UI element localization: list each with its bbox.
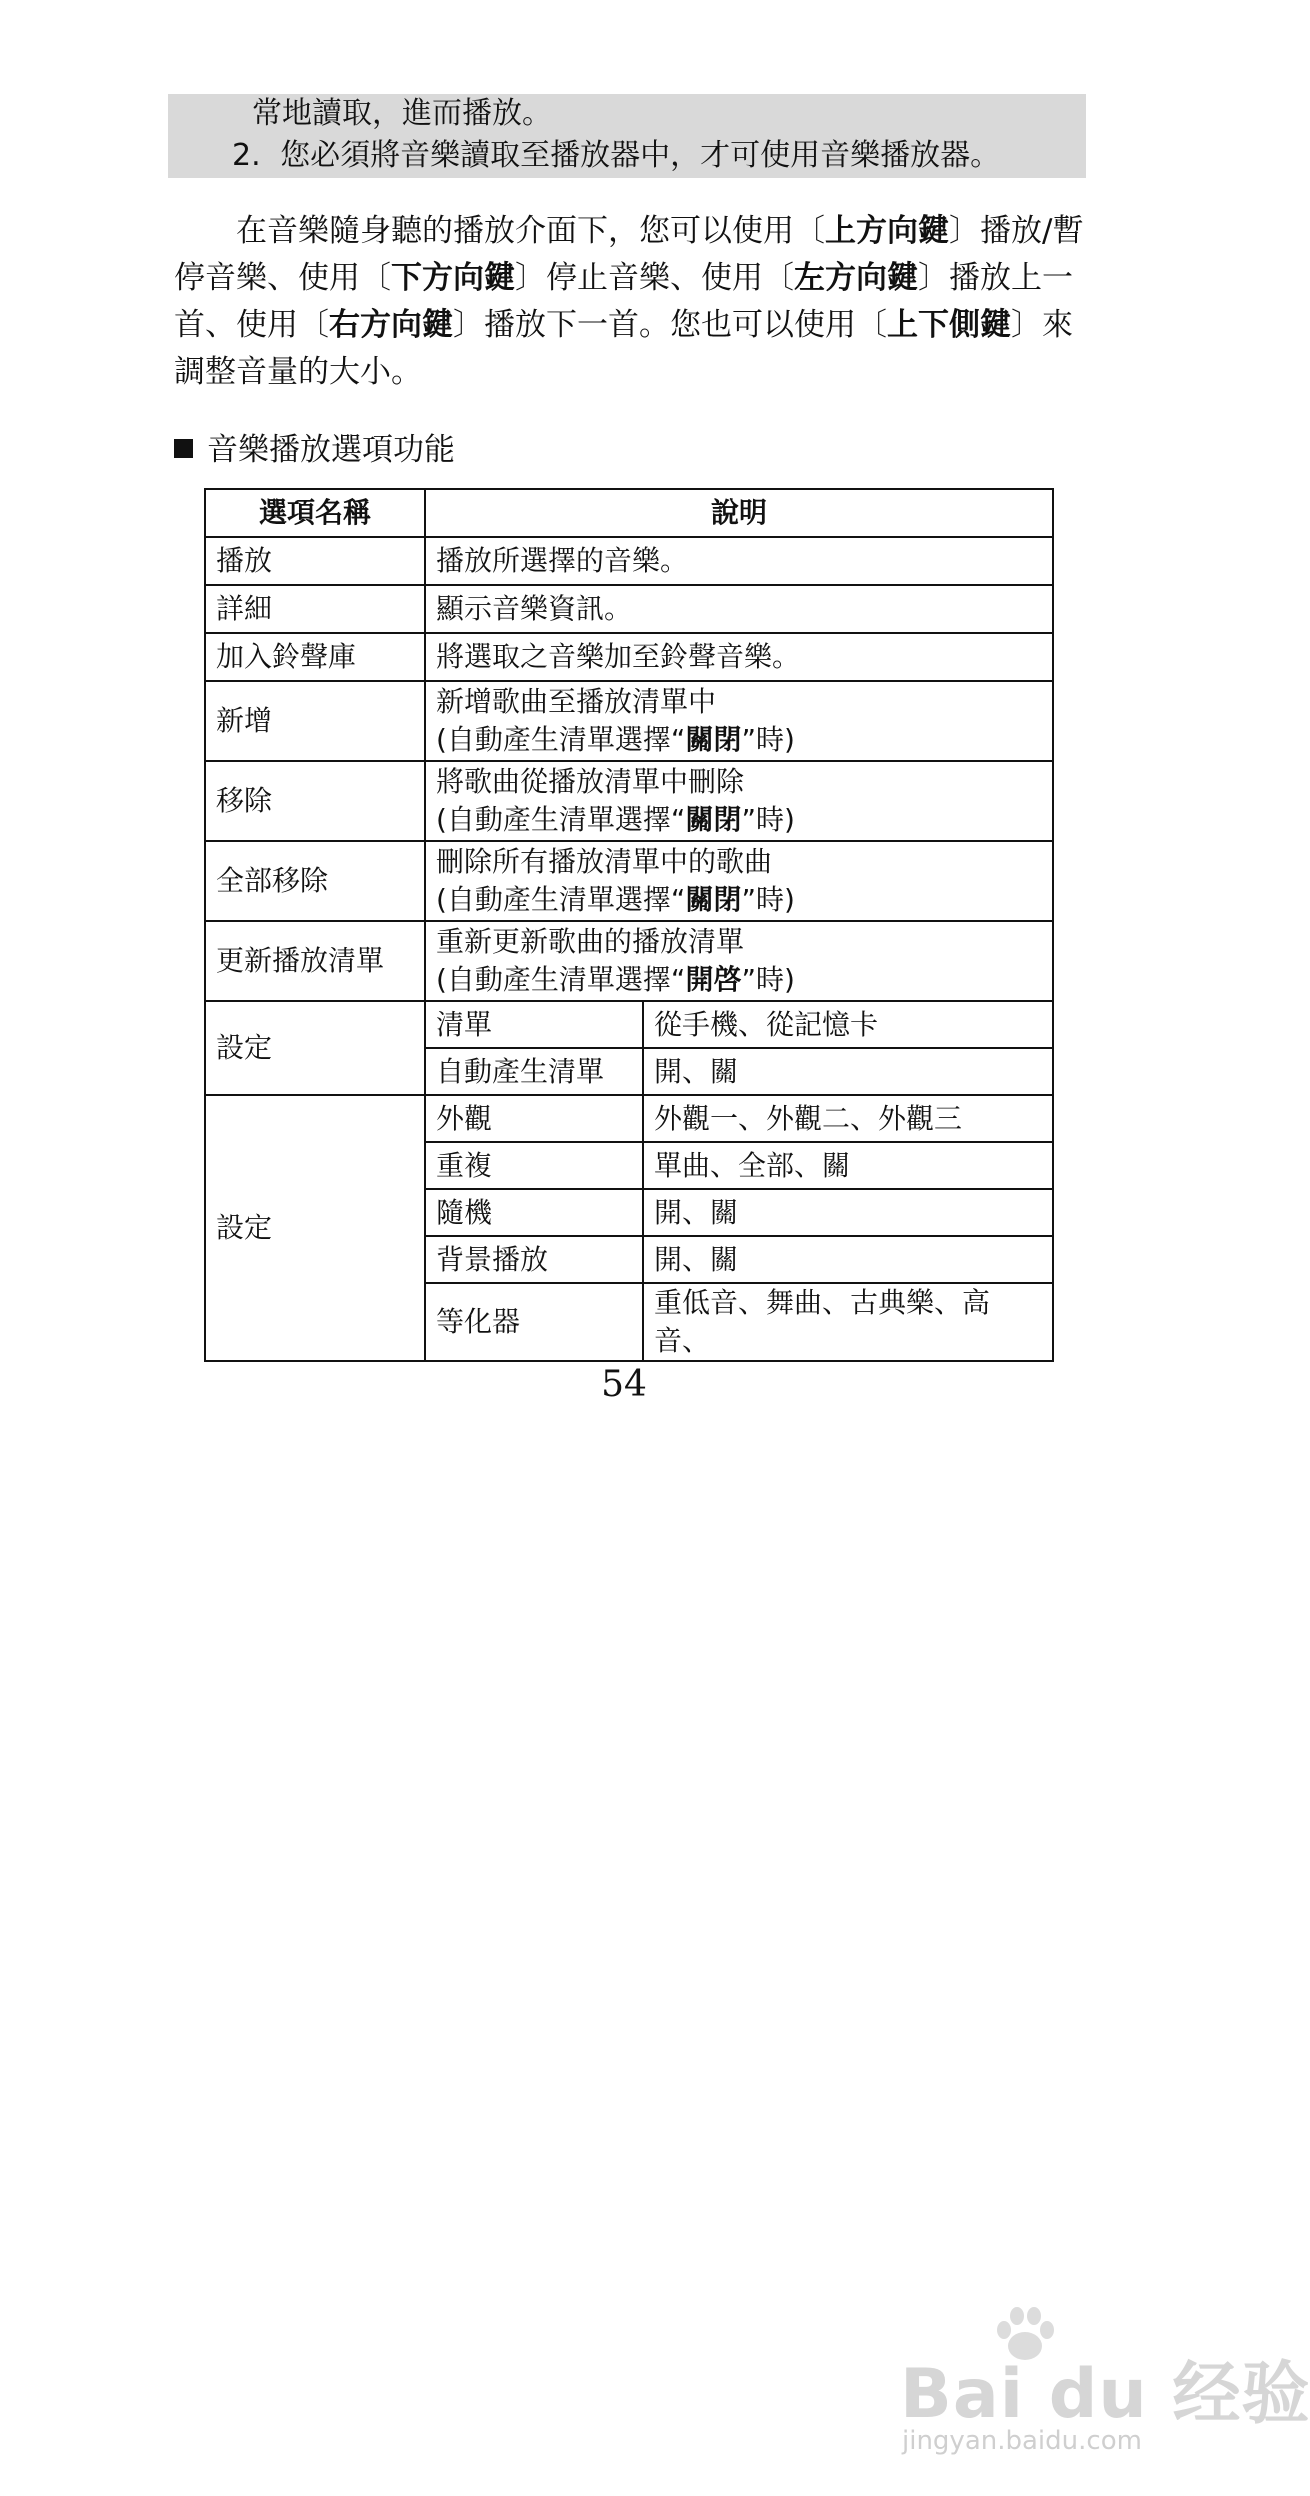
header-name: 選項名稱 <box>205 489 425 537</box>
option-name: 播放 <box>205 537 425 585</box>
desc-note <box>436 961 1042 999</box>
key-left: 左方向鍵 <box>794 260 918 296</box>
setting-value: 從手機、從記憶卡 <box>643 1001 1053 1048</box>
option-name: 設定 <box>205 1095 425 1361</box>
setting-item: 背景播放 <box>425 1236 643 1283</box>
note-pre: (自動產生清單選擇“ <box>436 963 686 996</box>
option-desc <box>425 761 1053 841</box>
header-desc: 說明 <box>425 489 1053 537</box>
setting-item: 外觀 <box>425 1095 643 1142</box>
table-row <box>205 681 1053 761</box>
setting-value: 開、關 <box>643 1236 1053 1283</box>
table-row <box>205 1001 1053 1048</box>
option-desc: 播放所選擇的音樂。 <box>425 537 1053 585</box>
setting-value: 開、關 <box>643 1189 1053 1236</box>
desc-note <box>436 721 1042 759</box>
setting-item: 清單 <box>425 1001 643 1048</box>
option-name: 詳細 <box>205 585 425 633</box>
desc-line: 重新更新歌曲的播放清單 <box>436 925 745 958</box>
desc-line: 刪除所有播放清單中的歌曲 <box>436 845 773 878</box>
table-row <box>205 921 1053 1001</box>
option-desc <box>425 681 1053 761</box>
key-right: 右方向鍵 <box>329 307 453 343</box>
table-header-row <box>205 489 1053 537</box>
para-text-6: 〕來調整音量的大小。 <box>174 307 1073 390</box>
option-name: 更新播放清單 <box>205 921 425 1001</box>
intro-paragraph <box>174 208 1094 396</box>
note-pre: (自動產生清單選擇“ <box>436 803 686 836</box>
option-desc <box>425 841 1053 921</box>
key-up: 上方向鍵 <box>825 213 949 249</box>
setting-item: 隨機 <box>425 1189 643 1236</box>
table-row <box>205 537 1053 585</box>
note-em: 開啓 <box>685 963 742 996</box>
option-desc <box>425 921 1053 1001</box>
note-pre: (自動產生清單選擇“ <box>436 883 686 916</box>
option-name: 全部移除 <box>205 841 425 921</box>
note-text: 您必須將音樂讀取至播放器中，才可使用音樂播放器。 <box>280 138 1001 173</box>
table-row <box>205 841 1053 921</box>
note-post: ”時) <box>741 883 795 916</box>
note-em: 關閉 <box>685 803 742 836</box>
table-row <box>205 585 1053 633</box>
setting-item: 重複 <box>425 1142 643 1189</box>
option-name: 新增 <box>205 681 425 761</box>
note-post: ”時) <box>741 963 795 996</box>
section-title: 音樂播放選項功能 <box>207 432 455 468</box>
note-post: ”時) <box>741 723 795 756</box>
key-side: 上下側鍵 <box>887 307 1011 343</box>
para-text-2: 〕播放/暫停音樂、使用〔 <box>174 213 1084 296</box>
desc-line: 將歌曲從播放清單中刪除 <box>436 765 745 798</box>
table-row <box>205 633 1053 681</box>
setting-item: 等化器 <box>425 1283 643 1361</box>
page-number: 54 <box>601 1364 647 1405</box>
option-name: 移除 <box>205 761 425 841</box>
note-em: 關閉 <box>685 723 742 756</box>
setting-item: 自動產生清單 <box>425 1048 643 1095</box>
para-text-3: 〕停止音樂、使用〔 <box>515 260 794 296</box>
note-line-1: 常地讀取，進而播放。 <box>252 96 552 131</box>
desc-note <box>436 881 1042 919</box>
note-line-2 <box>232 136 1000 176</box>
section-heading <box>174 428 455 472</box>
watermark-url: jingyan.baidu.com <box>902 2426 1142 2456</box>
option-desc: 將選取之音樂加至鈴聲音樂。 <box>425 633 1053 681</box>
baidu-watermark <box>880 2300 1310 2470</box>
table-row <box>205 761 1053 841</box>
setting-value: 單曲、全部、關 <box>643 1142 1053 1189</box>
setting-value: 開、關 <box>643 1048 1053 1095</box>
desc-note <box>436 801 1042 839</box>
option-name: 設定 <box>205 1001 425 1095</box>
watermark-logo-text: Bai du 经验 <box>900 2355 1310 2434</box>
options-table <box>204 488 1054 1362</box>
option-name: 加入鈴聲庫 <box>205 633 425 681</box>
para-text-4: 〕播放上一首、使用〔 <box>174 260 1073 343</box>
note-pre: (自動產生清單選擇“ <box>436 723 686 756</box>
note-post: ”時) <box>741 803 795 836</box>
note-number: 2. <box>232 138 261 173</box>
para-text-1: 在音樂隨身聽的播放介面下，您可以使用〔 <box>236 213 825 249</box>
table-row <box>205 1095 1053 1142</box>
option-desc: 顯示音樂資訊。 <box>425 585 1053 633</box>
desc-line: 新增歌曲至播放清單中 <box>436 685 717 718</box>
key-down: 下方向鍵 <box>391 260 515 296</box>
para-text-5: 〕播放下一首。您也可以使用〔 <box>453 307 887 343</box>
setting-value: 外觀一、外觀二、外觀三 <box>643 1095 1053 1142</box>
square-bullet-icon <box>174 439 193 458</box>
setting-value: 重低音、舞曲、古典樂、高音、 <box>643 1283 1053 1361</box>
note-em: 關閉 <box>685 883 742 916</box>
